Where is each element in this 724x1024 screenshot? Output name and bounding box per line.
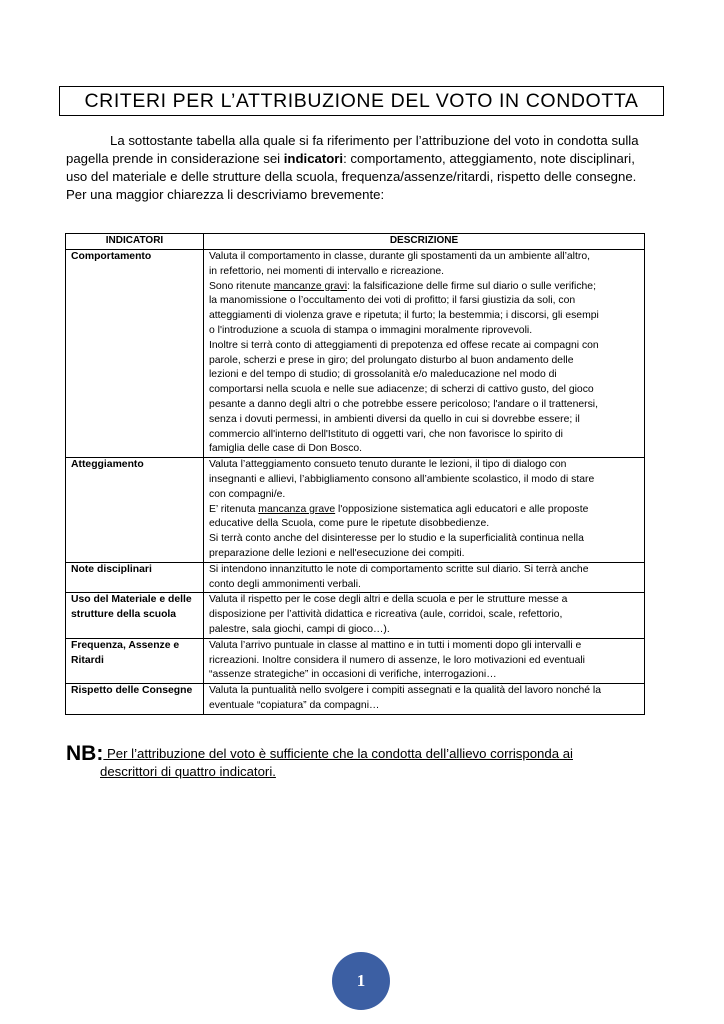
description-cell — [204, 684, 645, 715]
description-line — [209, 473, 639, 488]
description-text: in refettorio, nei momenti di intervallo e ricreazione. — [209, 265, 445, 277]
description-line — [209, 294, 639, 309]
table-row — [66, 638, 645, 683]
header-descrizione: DESCRIZIONE — [204, 234, 645, 250]
intro-paragraph — [66, 132, 644, 204]
indicator-cell: Frequenza, Assenze e Ritardi — [66, 638, 204, 683]
description-text: o l'introduzione a scuola di stampa o immagini moralmente riprovevoli. — [209, 324, 533, 336]
description-line — [209, 608, 639, 623]
nb-line-2: descrittori di quattro indicatori. — [100, 764, 276, 779]
description-line — [209, 488, 639, 503]
description-text: senza i dovuti permessi, in ambienti diversi da quello in cui si dovrebbe essere; il — [209, 413, 580, 425]
table-row — [66, 250, 645, 458]
description-text: ricreazioni. Inoltre considera il numero di assenze, le loro motivazioni ed eventuali — [209, 654, 585, 666]
description-cell — [204, 638, 645, 683]
description-text: : la falsificazione delle firme sul diario o sulle verifiche; — [347, 280, 596, 292]
nb-line-1: Per l’attribuzione del voto è sufficiente che la condotta dell’allievo corrisponda ai — [103, 746, 573, 761]
description-line — [209, 442, 639, 457]
description-text: Si intendono innanzitutto le note di comportamento scritte sul diario. Si terrà anche — [209, 563, 589, 575]
description-text: atteggiamenti di violenza grave e ripetuta; il furto; la bestemmia; i discorsi, gli esempi — [209, 310, 599, 322]
indicator-cell: Atteggiamento — [66, 458, 204, 563]
description-line — [209, 280, 639, 295]
description-text: Valuta il comportamento in classe, durante gli spostamenti da un ambiente all’altro, — [209, 251, 591, 262]
intro-line-2a: sulla pagella prende in considerazione sei — [66, 133, 639, 166]
description-line — [209, 354, 639, 369]
description-text: lezioni e del tempo di studio; di grossolanità e/o maleducazione nel modo di — [209, 369, 557, 381]
table-row — [66, 562, 645, 593]
description-line — [209, 547, 639, 562]
nb-label: NB: — [66, 742, 104, 765]
description-line — [209, 654, 639, 669]
description-line — [209, 368, 639, 383]
criteria-table — [65, 233, 645, 715]
intro-line-2b: : comportamento, atteggiamento, note — [343, 151, 566, 166]
description-text: comportarsi nella scuola e nelle sue adiacenze; di scherzi di cattivo gusto, del gioco — [209, 384, 594, 396]
description-text: palestre, sala giochi, campi di gioco…). — [209, 623, 390, 635]
intro-line-3: disciplinari, uso del materiale e delle strutture della scuola, frequenza/assenze/ritardi, rispetto — [66, 151, 635, 184]
intro-line-4: delle consegne. Per una maggior chiarezza li descriviamo brevemente: — [66, 169, 637, 202]
description-text: Sono ritenute — [209, 280, 274, 292]
indicator-cell: Note disciplinari — [66, 562, 204, 593]
description-line — [209, 265, 639, 280]
description-text: con compagni/e. — [209, 488, 286, 500]
description-text: “assenze strategiche” in occasioni di verifiche, interrogazioni… — [209, 669, 497, 681]
description-cell — [204, 250, 645, 458]
description-line — [209, 413, 639, 428]
document-title: CRITERI PER L’ATTRIBUZIONE DEL VOTO IN CONDOTTA — [59, 86, 664, 116]
description-text: famiglia delle case di Don Bosco. — [209, 443, 363, 455]
description-line — [209, 639, 639, 654]
description-line — [209, 503, 639, 518]
description-line — [209, 250, 639, 265]
description-text: educative della Scuola, come pure le ripetute disobbedienze. — [209, 518, 490, 530]
description-cell — [204, 562, 645, 593]
criteria-table-body — [66, 250, 645, 715]
description-text: insegnanti e allievi, l’abbigliamento consono all’ambiente scolastico, il modo di stare — [209, 473, 595, 485]
description-text: Valuta l’atteggiamento consueto tenuto durante le lezioni, il tipo di dialogo con — [209, 459, 567, 471]
description-text: commercio all'interno dell'Istituto di oggetti vari, che non favorisce lo spirito di — [209, 428, 563, 440]
description-line — [209, 309, 639, 324]
indicator-cell: Uso del Materiale e delle strutture della scuola — [66, 593, 204, 638]
description-line — [209, 593, 639, 608]
description-line — [209, 324, 639, 339]
description-text: la manomissione o l’occultamento dei voti di profitto; il farsi giustizia da soli, con — [209, 295, 576, 307]
description-text: l'opposizione sistematica agli educatori e alle proposte — [335, 503, 589, 515]
description-cell — [204, 593, 645, 638]
description-line — [209, 668, 639, 683]
description-text: E’ ritenuta — [209, 503, 259, 515]
description-line — [209, 339, 639, 354]
description-line — [209, 563, 639, 578]
table-row — [66, 458, 645, 563]
table-header-row — [66, 234, 645, 250]
description-text: Inoltre si terrà conto di atteggiamenti di prepotenza ed offese recate ai compagni con — [209, 339, 599, 351]
description-text: eventuale “copiatura” da compagni… — [209, 699, 380, 711]
description-line — [209, 383, 639, 398]
description-text: preparazione delle lezioni e nell'esecuzione dei compiti. — [209, 547, 465, 559]
description-line — [209, 623, 639, 638]
description-text: Valuta il rispetto per le cose degli altri e della scuola e per le strutture messe a — [209, 594, 568, 606]
description-text: parole, scherzi e prese in giro; del prolungato disturbo al buon andamento delle — [209, 354, 574, 366]
description-line — [209, 532, 639, 547]
page-number: 1 — [356, 971, 366, 990]
description-line — [209, 684, 639, 699]
underlined-term: mancanza grave — [258, 503, 336, 515]
header-indicatori: INDICATORI — [66, 234, 204, 250]
underlined-term: mancanze gravi — [273, 280, 348, 292]
description-text: disposizione per l’attività didattica e ricreativa (aule, corridoi, scale, refettorio, — [209, 609, 563, 621]
description-text: Valuta la puntualità nello svolgere i compiti assegnati e la qualità del lavoro nonché la — [209, 685, 602, 697]
description-line — [209, 428, 639, 443]
description-line — [209, 398, 639, 413]
indicator-cell: Comportamento — [66, 250, 204, 458]
table-row — [66, 593, 645, 638]
description-text: Si terrà conto anche del disinteresse per lo studio e la superficialità continua nella — [209, 533, 584, 545]
description-line — [209, 458, 639, 473]
intro-line-1: La sottostante tabella alla quale si fa riferimento per l’attribuzione del voto in condotta — [110, 133, 608, 148]
intro-keyword-indicatori: indicatori — [283, 151, 344, 166]
description-line — [209, 578, 639, 593]
description-text: pesante a danno degli altri o che potrebbe essere pericoloso; l'andare o il trattenersi, — [209, 398, 598, 410]
page-number-badge — [332, 952, 390, 1010]
indicator-cell: Rispetto delle Consegne — [66, 684, 204, 715]
description-cell — [204, 458, 645, 563]
description-line — [209, 517, 639, 532]
description-text: Valuta l’arrivo puntuale in classe al mattino e in tutti i momenti dopo gli intervalli e — [209, 639, 582, 651]
description-text: conto degli ammonimenti verbali. — [209, 578, 361, 590]
table-row — [66, 684, 645, 715]
description-line — [209, 699, 639, 714]
nb-note — [66, 742, 626, 781]
